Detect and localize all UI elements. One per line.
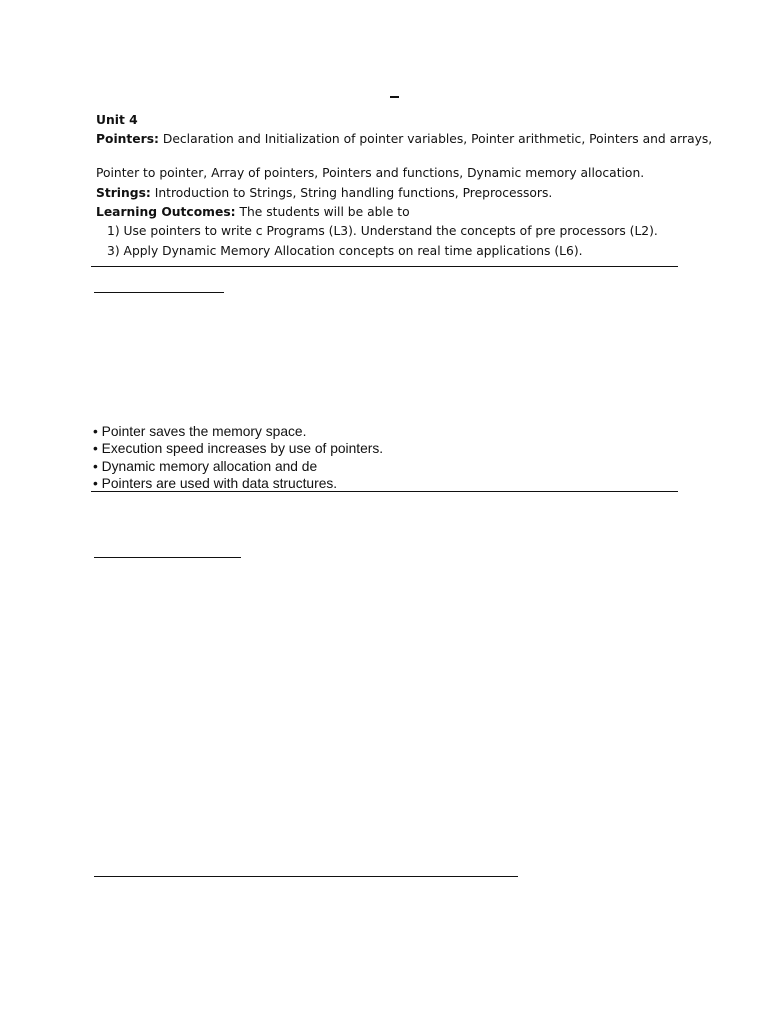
list-item: • Pointers are used with data structures. xyxy=(93,475,338,491)
pointers-label: Pointers: xyxy=(96,132,159,146)
section-divider xyxy=(91,266,678,267)
section-divider xyxy=(91,491,678,492)
title-underscore-mark xyxy=(390,96,399,98)
unit-heading: Unit 4 xyxy=(96,113,138,127)
strings-label: Strings: xyxy=(96,186,151,200)
strings-topics-line xyxy=(96,186,552,200)
pointers-topics-continuation: Pointer to pointer, Array of pointers, Pointers and functions, Dynamic memory allocation. xyxy=(96,166,645,180)
strings-topics-text: Introduction to Strings, String handling functions, Preprocessors. xyxy=(150,186,553,200)
heading-underline xyxy=(94,292,224,293)
learning-outcomes-line xyxy=(96,205,410,219)
learning-outcomes-label: Learning Outcomes: xyxy=(96,205,236,219)
advantages-list xyxy=(93,423,383,492)
pointers-topics-line xyxy=(96,132,712,146)
heading-underline xyxy=(94,557,241,558)
list-item: • Pointer saves the memory space. xyxy=(93,424,307,439)
learning-outcomes-text: The students will be able to xyxy=(235,205,410,219)
outcome-item: 3) Apply Dynamic Memory Allocation concepts on real time applications (L6). xyxy=(107,244,583,258)
list-item: • Execution speed increases by use of pointers. xyxy=(93,441,384,457)
list-item: • Dynamic memory allocation and de xyxy=(93,458,318,474)
section-divider xyxy=(94,876,518,877)
outcome-item: 1) Use pointers to write c Programs (L3). Understand the concepts of pre processors (L2). xyxy=(107,224,658,238)
pointers-topics-text: Declaration and Initialization of pointer variables, Pointer arithmetic, Pointers and arrays, xyxy=(158,132,713,146)
